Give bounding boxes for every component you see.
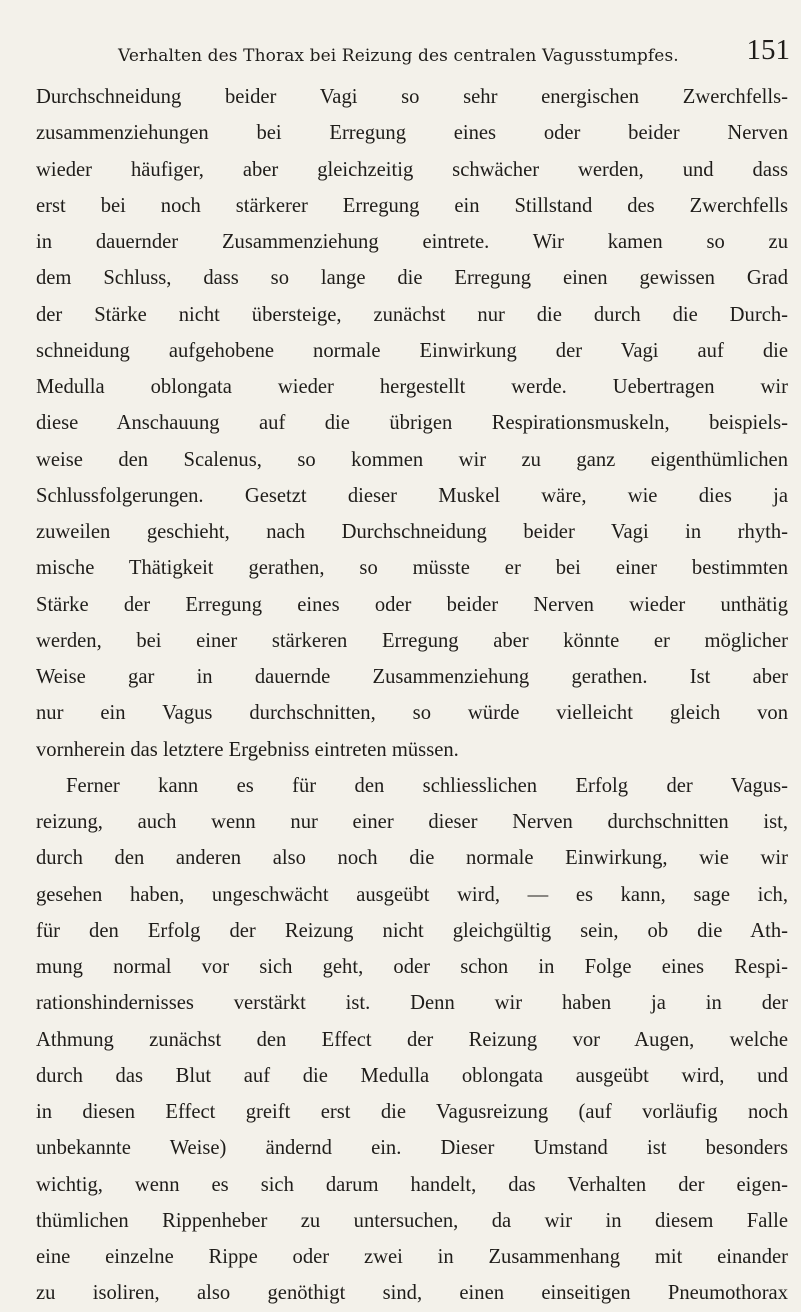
text-line: thümlichen Rippenheber zu untersuchen, da wir in diesem Falle [36,1209,788,1232]
text-line: mische Thätigkeit gerathen, so müsste er bei einer bestimmten [36,557,788,580]
text-line: zu isoliren, also genöthigt sind, einen einseitigen Pneumothorax [36,1282,788,1305]
text-line: für den Erfolg der Reizung nicht gleichgültig sein, ob die Ath- [36,919,788,942]
text-line: wieder häufiger, aber gleichzeitig schwächer werden, und dass [36,158,788,181]
text-line: durch den anderen also noch die normale Einwirkung, wie wir [36,847,788,870]
text-line: nur ein Vagus durchschnitten, so würde vielleicht gleich von [36,702,788,725]
text-line: Durchschneidung beider Vagi so sehr energischen Zwerchfells- [36,86,788,108]
text-line: Schlussfolgerungen. Gesetzt dieser Muskel wäre, wie dies ja [36,484,788,507]
text-line: unbekannte Weise) ändernd ein. Dieser Umstand ist besonders [36,1137,788,1160]
text-line: der Stärke nicht übersteige, zunächst nur die durch die Durch- [36,303,788,326]
running-head [118,36,790,70]
paragraph-start-line: Ferner kann es für den schliesslichen Erfolg der Vagus- [66,774,788,797]
text-line: Stärke der Erregung eines oder beider Nerven wieder unthätig [36,593,788,616]
text-line: diese Anschauung auf die übrigen Respirationsmuskeln, beispiels- [36,412,788,435]
text-line: reizung, auch wenn nur einer dieser Nerven durchschnitten ist, [36,811,788,833]
text-line: zuweilen geschieht, nach Durchschneidung beider Vagi in rhyth- [36,521,788,543]
text-line: Medulla oblongata wieder hergestellt werde. Uebertragen wir [36,376,788,398]
text-line: erst bei noch stärkerer Erregung ein Stillstand des Zwerchfells [36,194,788,217]
text-line: durch das Blut auf die Medulla oblongata ausgeübt wird, und [36,1064,788,1087]
text-line: wichtig, wenn es sich darum handelt, das Verhalten der eigen- [36,1173,788,1196]
text-line: werden, bei einer stärkeren Erregung aber könnte er möglicher [36,629,788,652]
text-line: schneidung aufgehobene normale Einwirkung der Vagi auf die [36,339,788,362]
text-line: in diesen Effect greift erst die Vagusreizung (auf vorläufig noch [36,1101,788,1123]
text-line: dem Schluss, dass so lange die Erregung einen gewissen Grad [36,267,788,290]
page-number: 151 [746,34,790,66]
paragraph-end-line: vornherein das letztere Ergebniss eintreten müssen. [36,738,459,761]
text-line: Weise gar in dauernde Zusammenziehung gerathen. Ist aber [36,666,788,688]
text-line: Athmung zunächst den Effect der Reizung vor Augen, welche [36,1028,788,1051]
text-line: rationshindernisses verstärkt ist. Denn wir haben ja in der [36,992,788,1015]
text-line: mung normal vor sich geht, oder schon in Folge eines Respi- [36,956,788,978]
text-line: gesehen haben, ungeschwächt ausgeübt wird, — es kann, sage ich, [36,883,788,906]
text-line: weise den Scalenus, so kommen wir zu ganz eigenthümlichen [36,448,788,471]
body-text [36,79,788,1312]
running-title: Verhalten des Thorax bei Reizung des centralen Vagusstumpfes. [118,46,679,66]
text-line: zusammenziehungen bei Erregung eines oder beider Nerven [36,122,788,145]
text-line: in dauernder Zusammenziehung eintrete. Wir kamen so zu [36,231,788,253]
text-line: eine einzelne Rippe oder zwei in Zusammenhang mit einander [36,1246,788,1268]
